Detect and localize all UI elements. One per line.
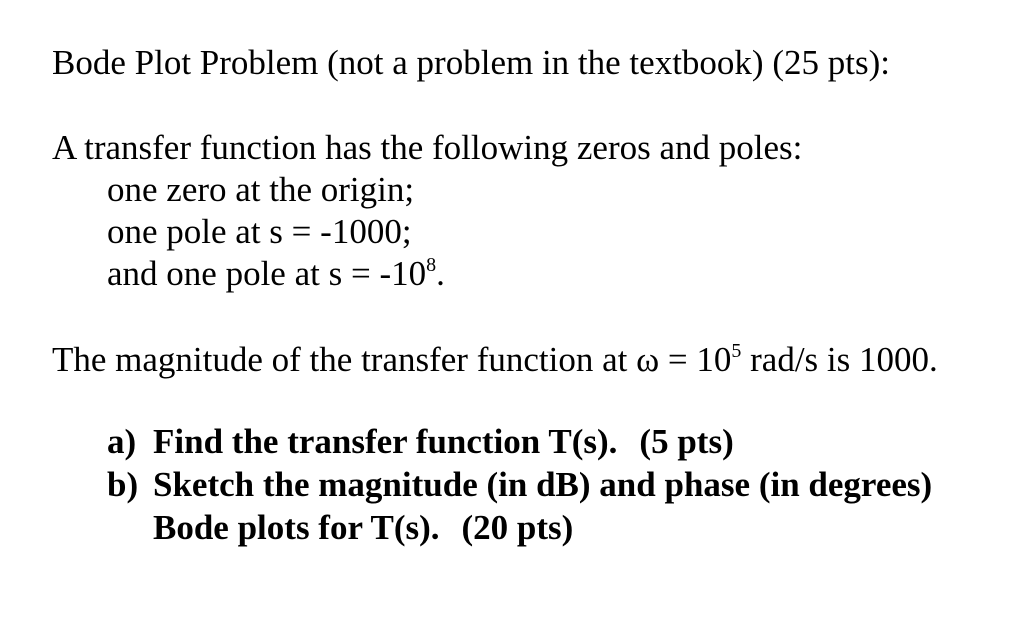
pole-item-2 — [107, 256, 445, 291]
question-b-continuation-text: Bode plots for T(s). — [153, 508, 440, 547]
question-a-points: (5 pts) — [639, 422, 734, 461]
pole-item-2-exponent: 8 — [426, 254, 437, 276]
question-b-points: (20 pts) — [461, 508, 574, 547]
pole-item-2-suffix: . — [436, 254, 445, 293]
magnitude-prefix: The magnitude of the transfer function at ω = 10 — [52, 340, 732, 379]
magnitude-exponent: 5 — [731, 340, 742, 362]
question-b-label: b) — [107, 465, 139, 504]
question-a-label: a) — [107, 422, 137, 461]
pole-item-2-prefix: and one pole at s = -10 — [107, 254, 427, 293]
question-b — [107, 467, 932, 502]
magnitude-suffix: rad/s is 1000. — [741, 340, 938, 379]
intro-text: A transfer function has the following zeros and poles: — [52, 128, 803, 167]
question-a-text: Find the transfer function T(s). — [153, 422, 618, 461]
magnitude-statement — [52, 342, 938, 377]
question-a — [107, 424, 734, 459]
pole-item-1: one pole at s = -1000; — [107, 212, 412, 251]
question-b-continuation — [153, 510, 573, 545]
problem-title: Bode Plot Problem (not a problem in the textbook) (25 pts): — [52, 43, 890, 82]
zero-item: one zero at the origin; — [107, 170, 415, 209]
question-b-text: Sketch the magnitude (in dB) and phase (in degrees) — [153, 465, 933, 504]
